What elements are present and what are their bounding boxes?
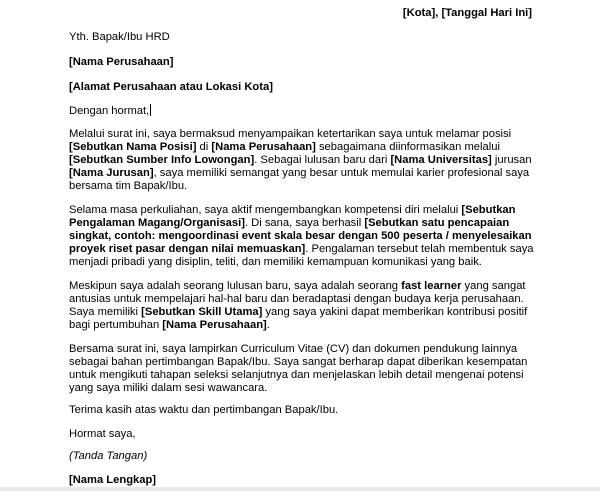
text-run: Meskipun saya adalah seorang lulusan baru, saya adalah seorang [69, 280, 402, 292]
paragraph-line: sebagai bahan pertimbangan Bapak/Ibu. Saya sangat berharap dapat diberikan kesempatan [69, 356, 528, 368]
placeholder-experience: Pengalaman Magang/Organisasi] [69, 217, 245, 229]
paragraph-line: untuk mengikuti tahapan seleksi selanjutnya dan menjelaskan lebih detail mengenai potensi [69, 369, 524, 381]
paragraph-line [69, 305, 527, 319]
placeholder-experience: [Sebutkan [461, 204, 516, 216]
recipient-to: Yth. Bapak/Ibu HRD [69, 31, 170, 43]
placeholder-achievement: proyek riset pasar dengan nilai memuaskan] [69, 243, 306, 255]
paragraph-line: bersama tim Bapak/Ibu. [69, 180, 188, 192]
placeholder-major: [Nama Jurusan] [69, 167, 154, 179]
text-run: jurusan [491, 154, 532, 166]
recipient-address: [Alamat Perusahaan atau Lokasi Kota] [69, 81, 273, 93]
text-run: . Sebagai lulusan baru dari [254, 154, 391, 166]
emphasis-fast-learner: fast learner [401, 280, 462, 292]
paragraph-line: yang saya miliki dalam sesi wawancara. [69, 382, 268, 394]
text-run: Selama masa perkuliahan, saya aktif mengembangkan kompetensi diri melalui [69, 204, 462, 216]
paragraph-line [69, 279, 526, 293]
signature-placeholder: (Tanda Tangan) [69, 450, 148, 462]
text-run: yang saya yakini dapat memberikan kontribusi positif [262, 306, 528, 318]
text-run: , saya memiliki semangat yang besar untuk memulai karier profesional saya [153, 167, 530, 179]
text-run: . Di sana, saya berhasil [244, 217, 365, 229]
recipient-company: [Nama Perusahaan] [69, 56, 174, 68]
text-run: bagi pertumbuhan [69, 319, 163, 331]
paragraph-line [69, 140, 500, 154]
text-run: sebagaimana diinformasikan melalui [315, 141, 500, 153]
text-run: . [266, 319, 270, 331]
placeholder-achievement: singkat, contoh: mengoordinasi event skala besar dengan 500 peserta / menyelesaikan [69, 230, 532, 242]
placeholder-skill: [Sebutkan Skill Utama] [141, 306, 263, 318]
closing-line: Hormat saya, [69, 428, 136, 440]
greeting [69, 104, 151, 118]
text-run: di [196, 141, 212, 153]
full-name-placeholder: [Nama Lengkap] [69, 474, 157, 486]
date-line: [Kota], [Tanggal Hari Ini] [402, 7, 532, 19]
placeholder-achievement: [Sebutkan satu pencapaian [364, 217, 510, 229]
paragraph-line [69, 242, 534, 256]
text-run: . Pengalaman tersebut telah membentuk saya [305, 243, 534, 255]
text-cursor [150, 104, 151, 116]
paragraph-line: Bersama surat ini, saya lampirkan Curriculum Vitae (CV) dan dokumen pendukung lainnya [69, 343, 518, 355]
placeholder-position: [Sebutkan Nama Posisi] [69, 141, 197, 153]
text-run: Saya memiliki [69, 306, 142, 318]
paragraph-line [69, 216, 509, 230]
paragraph-line [69, 166, 529, 180]
paragraph-line: menjadi pribadi yang disiplin, teliti, dan memiliki kemampuan komunikasi yang baik. [69, 256, 482, 268]
paragraph-line: antusias untuk mempelajari hal-hal baru dan beradaptasi dengan budaya kerja perusahaan. [69, 293, 524, 305]
placeholder-company: [Nama Perusahaan] [162, 319, 267, 331]
paragraph-line [69, 318, 270, 332]
page-bottom-edge [0, 487, 600, 491]
thanks-line: Terima kasih atas waktu dan pertimbangan Bapak/Ibu. [69, 404, 339, 416]
placeholder-source: [Sebutkan Sumber Info Lowongan] [69, 154, 255, 166]
greeting-text: Dengan hormat, [69, 105, 150, 117]
placeholder-company: [Nama Perusahaan] [211, 141, 316, 153]
paragraph-line [69, 153, 532, 167]
text-run: yang sangat [461, 280, 526, 292]
paragraph-line: Melalui surat ini, saya bermaksud menyampaikan ketertarikan saya untuk melamar posisi [69, 128, 512, 140]
paragraph-line [69, 203, 515, 217]
placeholder-university: [Nama Universitas] [390, 154, 492, 166]
